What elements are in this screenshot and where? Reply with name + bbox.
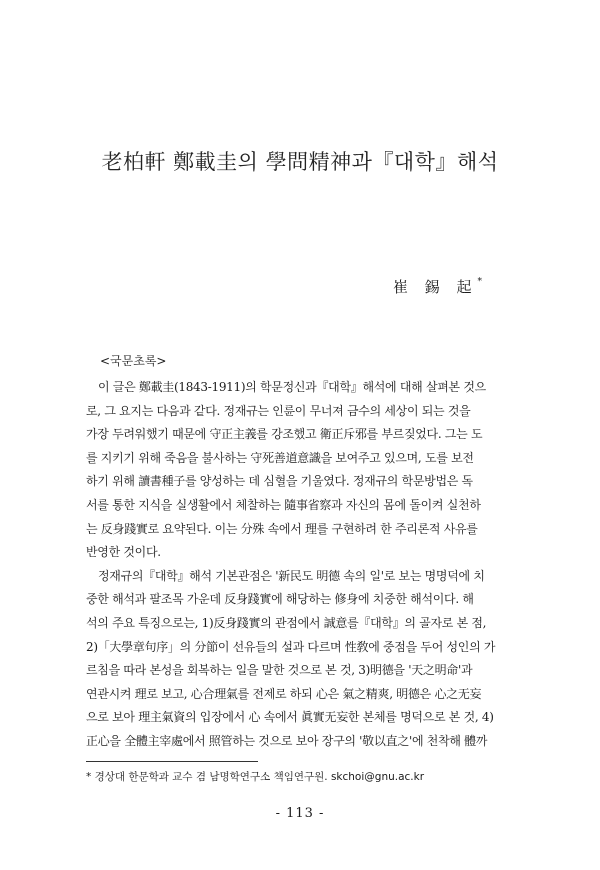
body-line: 하기 위해 讀書種子를 양성하는 데 심혈을 기울였다. 정재규의 학문방법은 독 [86, 474, 473, 489]
author-text: 崔 錫 起 [392, 278, 478, 296]
footnote-divider [86, 761, 258, 762]
footnote: * 경상대 한문학과 교수 겸 남명학연구소 책임연구원. skchoi@gnu.ac.kr [86, 771, 425, 783]
body-line: 를 지키기 위해 죽음을 불사하는 守死善道意識을 보여주고 있으며, 도를 보전 [86, 450, 474, 465]
body-line: 석의 주요 특징으로는, 1)反身踐實의 관점에서 誠意를『대학』의 골자로 본 점, [86, 615, 487, 630]
page-number: - 113 - [275, 806, 325, 821]
body-line: 정재규의『대학』해석 기본관점은 '新民도 明德 속의 일'로 보는 명명덕에 치 [98, 568, 485, 583]
author-name [393, 276, 482, 297]
body-line: 는 反身踐實로 요약된다. 이는 分殊 속에서 理를 구현하려 한 주리론적 사유를 [86, 521, 478, 536]
abstract-heading: <국문초록> [100, 354, 167, 368]
abstract-body [86, 376, 514, 754]
body-line: 2)「大學章句序」의 分節이 선유들의 설과 다르며 性敎에 중점을 두어 성인의 가 [86, 639, 496, 654]
body-line: 연관시켜 理로 보고, 心合理氣를 전제로 하되 心은 氣之精爽, 明德은 心之无妄 [86, 686, 482, 701]
body-line: 正心을 全體主宰處에서 照管하는 것으로 보아 장구의 '敬以直之'에 천착해 體까 [86, 733, 488, 748]
body-line: 으로 보아 理主氣資의 입장에서 心 속에서 眞實无妄한 본체를 명덕으로 본 것, 4) [86, 710, 494, 725]
author-footnote-mark: * [477, 277, 482, 287]
paper-title: 老柏軒 鄭載圭의 學問精神과『대학』해석 [101, 150, 499, 174]
body-line: 로, 그 요지는 다음과 같다. 정재규는 인륜이 무너져 금수의 세상이 되는 것을 [86, 403, 471, 418]
body-line: 중한 해석과 팔조목 가운데 反身踐實에 해당하는 修身에 치중한 해석이다. 해 [86, 592, 474, 607]
body-line: 서를 통한 지식을 실생활에서 체찰하는 隨事省察과 자신의 몸에 돌이켜 실천하 [86, 497, 481, 512]
body-line: 르침을 따라 본성을 회복하는 일을 말한 것으로 본 것, 3)明德을 '天之明命'과 [86, 663, 473, 678]
body-line: 이 글은 鄭載圭(1843-1911)의 학문정신과『대학』해석에 대해 살펴본 것으 [98, 380, 486, 394]
body-line: 반영한 것이다. [86, 545, 161, 560]
body-line: 가장 두려워했기 때문에 守正主義를 강조했고 衛正斥邪를 부르짖었다. 그는 도 [86, 427, 483, 442]
